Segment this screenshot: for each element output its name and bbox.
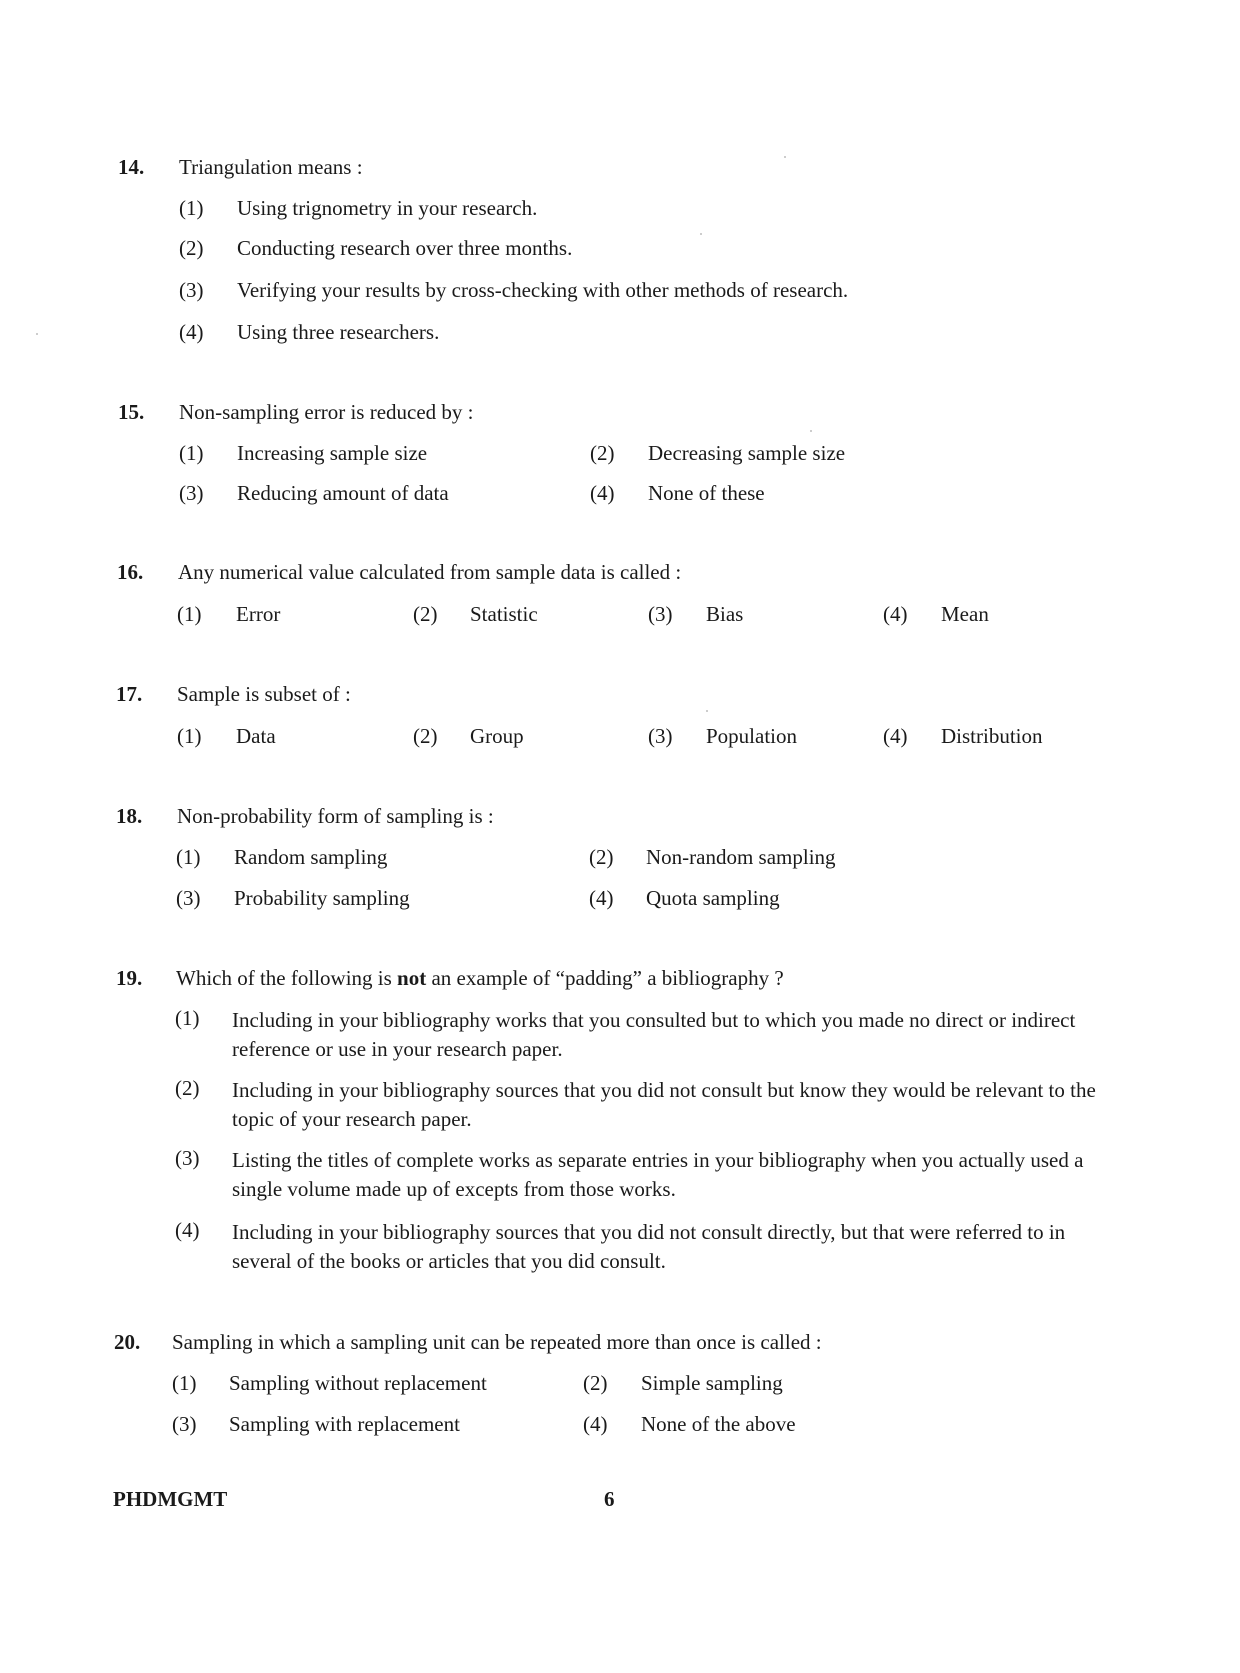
option-number: (1) xyxy=(172,1371,197,1395)
option-text: None of these xyxy=(648,481,765,505)
option-number: (3) xyxy=(648,602,673,626)
option-number: (3) xyxy=(176,886,201,910)
scan-speck xyxy=(700,233,702,235)
option-text: Sampling without replacement xyxy=(229,1371,487,1395)
option-number: (4) xyxy=(175,1218,200,1242)
option-number: (4) xyxy=(590,481,615,505)
scan-speck xyxy=(784,156,786,158)
option-text: Distribution xyxy=(941,724,1043,748)
option-text: Non-random sampling xyxy=(646,845,836,869)
option-text: Using three researchers. xyxy=(237,320,440,344)
option-number: (2) xyxy=(179,236,204,260)
question-number: 17. xyxy=(116,682,143,706)
scan-speck xyxy=(810,430,812,432)
option-text: Data xyxy=(236,724,276,748)
option-text: None of the above xyxy=(641,1412,796,1436)
option-text: Bias xyxy=(706,602,744,626)
option-text: Increasing sample size xyxy=(237,441,428,465)
option-text: Random sampling xyxy=(234,845,388,869)
option-number: (3) xyxy=(175,1146,200,1170)
question-stem: Any numerical value calculated from sample data is called : xyxy=(178,560,682,584)
option-text: Conducting research over three months. xyxy=(237,236,573,260)
option-text: Including in your bibliography sources that you did not consult but know they would be relevant to the topic of your research paper. xyxy=(232,1078,1096,1131)
question-stem: Non-sampling error is reduced by : xyxy=(179,400,474,424)
option-text: Quota sampling xyxy=(646,886,780,910)
option-text: Population xyxy=(706,724,798,748)
option-number: (4) xyxy=(179,320,204,344)
option-number: (4) xyxy=(883,602,908,626)
option-number: (3) xyxy=(179,278,204,302)
option-number: (4) xyxy=(583,1412,608,1436)
option-number: (3) xyxy=(648,724,673,748)
option-text: Listing the titles of complete works as separate entries in your bibliography when you actually used a single volume made up of excepts from those works. xyxy=(232,1148,1084,1201)
option-text: Error xyxy=(236,602,281,626)
question-stem: Sampling in which a sampling unit can be repeated more than once is called : xyxy=(172,1330,822,1354)
option-text: Simple sampling xyxy=(641,1371,783,1395)
option-number: (1) xyxy=(175,1006,200,1030)
question-number: 19. xyxy=(116,966,143,990)
question-number: 18. xyxy=(116,804,143,828)
option-number: (2) xyxy=(590,441,615,465)
option-number: (1) xyxy=(179,196,204,220)
option-number: (4) xyxy=(883,724,908,748)
option-text: Verifying your results by cross-checking with other methods of research. xyxy=(237,278,849,302)
scan-speck xyxy=(706,710,708,712)
option-number: (3) xyxy=(179,481,204,505)
option-text: Including in your bibliography sources that you did not consult directly, but that were referred to in several of the books or articles that you did consult. xyxy=(232,1220,1066,1273)
option-number: (2) xyxy=(583,1371,608,1395)
option-text: Decreasing sample size xyxy=(648,441,846,465)
option-number: (1) xyxy=(179,441,204,465)
question-stem: Triangulation means : xyxy=(179,155,363,179)
option-number: (1) xyxy=(176,845,201,869)
option-text: Sampling with replacement xyxy=(229,1412,460,1436)
question-stem: Non-probability form of sampling is : xyxy=(177,804,494,828)
option-number: (4) xyxy=(589,886,614,910)
option-text: Group xyxy=(470,724,524,748)
question-number: 15. xyxy=(118,400,145,424)
option-number: (2) xyxy=(413,724,438,748)
option-text: Using trignometry in your research. xyxy=(237,196,538,220)
question-number: 14. xyxy=(118,155,145,179)
option-number: (2) xyxy=(175,1076,200,1100)
question-number: 20. xyxy=(114,1330,141,1354)
option-text: Statistic xyxy=(470,602,538,626)
option-text: Including in your bibliography works that you consulted but to which you made no direct or indirect reference or use in your research paper. xyxy=(232,1008,1076,1061)
option-number: (2) xyxy=(589,845,614,869)
question-stem: Sample is subset of : xyxy=(177,682,351,706)
option-number: (3) xyxy=(172,1412,197,1436)
option-text: Mean xyxy=(941,602,989,626)
option-number: (2) xyxy=(413,602,438,626)
option-number: (1) xyxy=(177,602,202,626)
option-text: Reducing amount of data xyxy=(237,481,449,505)
question-number: 16. xyxy=(117,560,144,584)
paper-code: PHDMGMT xyxy=(113,1487,228,1511)
page-number: 6 xyxy=(604,1487,615,1511)
option-number: (1) xyxy=(177,724,202,748)
scan-speck xyxy=(36,333,38,335)
question-stem: Which of the following is not an example of “padding” a bibliography ? xyxy=(176,966,784,990)
option-text: Probability sampling xyxy=(234,886,410,910)
